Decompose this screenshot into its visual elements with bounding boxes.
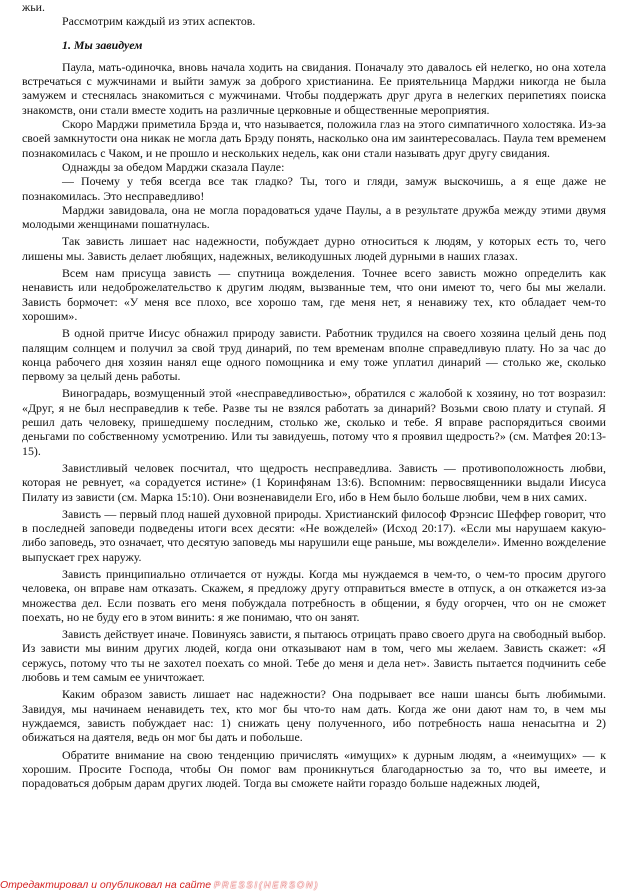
footer-site-name: PRESSI(HERSON) xyxy=(214,880,320,890)
paragraph-3: Однажды за обедом Марджи сказала Пауле: xyxy=(62,159,285,174)
paragraph-15: Обратите внимание на свою тенденцию причислять «имущих» к дурным людям, а «неимущих» — к хорошим. Просите Господа, чтобы Он помог вам проникнуться благодарностью за то, что вы имеете, и порадоваться добрым дарам других людей. Тогда вы сможете найти гораздо больше надежных людей, xyxy=(22,747,606,791)
intro-line: Рассмотрим каждый из этих аспектов. xyxy=(62,14,256,29)
paragraph-11: Зависть — первый плод нашей духовной природы. Христианский философ Фрэнсис Шеффер говорит, что в последней заповеди подведены итоги всех десяти: «Не вожделей» (Исход 20:17). «Если мы нарушаем какую-либо заповедь, это означает, что десятую заповедь мы нарушили еще раньше, мы вожделели». Именно вожделение выпускает грех наружу. xyxy=(22,506,606,564)
paragraph-14: Каким образом зависть лишает нас надежности? Она подрывает все наши шансы быть любимыми. Завидуя, мы начинаем ненавидеть тех, кто мог бы что-то нам дать. Когда же они дают нам то, в чем мы нуждаемся, зависть побуждает нас: 1) снижать цену полученного, ибо потребность наша ненасытна и 2) обижаться на даятеля, ведь он мог бы дать и побольше. xyxy=(22,687,606,745)
paragraph-10: Завистливый человек посчитал, что щедрость несправедлива. Зависть — противоположность любви, которая не ревнует, «а сорадуется истине» (1 Коринфянам 13:6). Вспомним: первосвященники выдали Иисуса Пилату из зависти (см. Марка 15:10). Они возненавидели Его, ибо в Нем было больше любви, чем в них самих. xyxy=(22,460,606,504)
paragraph-13: Зависть действует иначе. Повинуясь зависти, я пытаюсь отрицать право своего друга на свободный выбор. Из зависти мы виним других людей, когда они отказывают нам в том, чего мы желаем. Зависть скажет: «Я сержусь, потому что ты не захотел поехать со мной. Тебе до меня и дела нет». Зависть пытается подчинить себе любовь и тем самым ее уничтожает. xyxy=(22,627,606,685)
text-column xyxy=(22,0,606,790)
top-fragment: жьи. xyxy=(22,0,45,14)
footer-watermark xyxy=(0,878,620,892)
paragraph-9: Виноградарь, возмущенный этой «несправедливостью», обратился с жалобой к хозяину, но тот возразил: «Друг, я не был несправедлив к тебе. Разве ты не взялся работать за динарий? Возьми свою плату и ступай. Я решил дать человеку, пришедшему последним, столько же, сколько и тебе. Я вправе распорядиться своими деньгами по собственному усмотрению. Или ты завидуешь, потому что я проявил щедрость?» (см. Матфея 20:13-15). xyxy=(22,386,606,458)
footer-credit: Отредактировал и опубликовал на сайте xyxy=(0,879,212,891)
paragraph-1: Паула, мать-одиночка, вновь начала ходить на свидания. Поначалу это давалось ей нелегко, но она хотела встречаться с мужчинами и выйти замуж за доброго христианина. Ее приятельница Марджи никогда не была замужем и стеснялась знакомиться с мужчинами. Чтобы поддержать друг друга в нелегких перипетиях поиска знакомств, они стали вместе ходить на различные церковные и общественные мероприятия. xyxy=(22,59,606,117)
paragraph-6: Так зависть лишает нас надежности, побуждает дурно относиться к людям, у которых есть то, чего лишены мы. Зависть делает любящих, надежных, великодушных людей дурными в наших глазах. xyxy=(22,234,606,263)
paragraph-7: Всем нам присуща зависть — спутница вожделения. Точнее всего зависть можно определить как ненависть или недоброжелательство к другим людям, вызванные тем, что они имеют то, чего бы мы желали. Зависть бормочет: «У меня все плохо, все хорошо там, где меня нет, я ненавижу тех, кто обладает чем-то хорошим». xyxy=(22,266,606,323)
paragraph-4: — Почему у тебя всегда все так гладко? Ты, того и гляди, замуж выскочишь, а я еще даже не познакомилась. Это несправедливо! xyxy=(22,174,606,203)
paragraph-8: В одной притче Иисус обнажил природу зависти. Работник трудился на своего хозяина целый день под палящим солнцем и получил за свой труд динарий, по тем временам вполне справедливую плату. Но за час до конца рабочего дня хозяин нанял еще одного помощника и ему тоже уплатил динарий — столько же, сколько первому за целый день работы. xyxy=(22,326,606,384)
paragraph-5: Марджи завидовала, она не могла порадоваться удаче Паулы, а в результате дружба между этими двумя молодыми женщинами пошатнулась. xyxy=(22,202,606,232)
paragraph-2: Скоро Марджи приметила Брэда и, что называется, положила глаз на этого симпатичного холостяка. Из-за своей замкнутости она никак не могла дать Брэду понять, насколько она им заинтересовалась. Паула тем временем познакомилась с Чаком, и не прошло и нескольких недель, как они стали называть друг другу свидания. xyxy=(22,117,606,160)
section-heading: 1. Мы завидуем xyxy=(62,37,143,52)
paragraph-12: Зависть принципиально отличается от нужды. Когда мы нуждаемся в чем-то, о чем-то просим другого человека, он вправе нам отказать. Скажем, я предложу другу отправиться вместе в отпуск, а он откажется из-за множества дел. Если позвать его меня побуждала потребность в общении, я буду огорчен, что он не сможет поехать, но не буду его в этом винить: я же понимаю, что он занят. xyxy=(22,566,606,624)
